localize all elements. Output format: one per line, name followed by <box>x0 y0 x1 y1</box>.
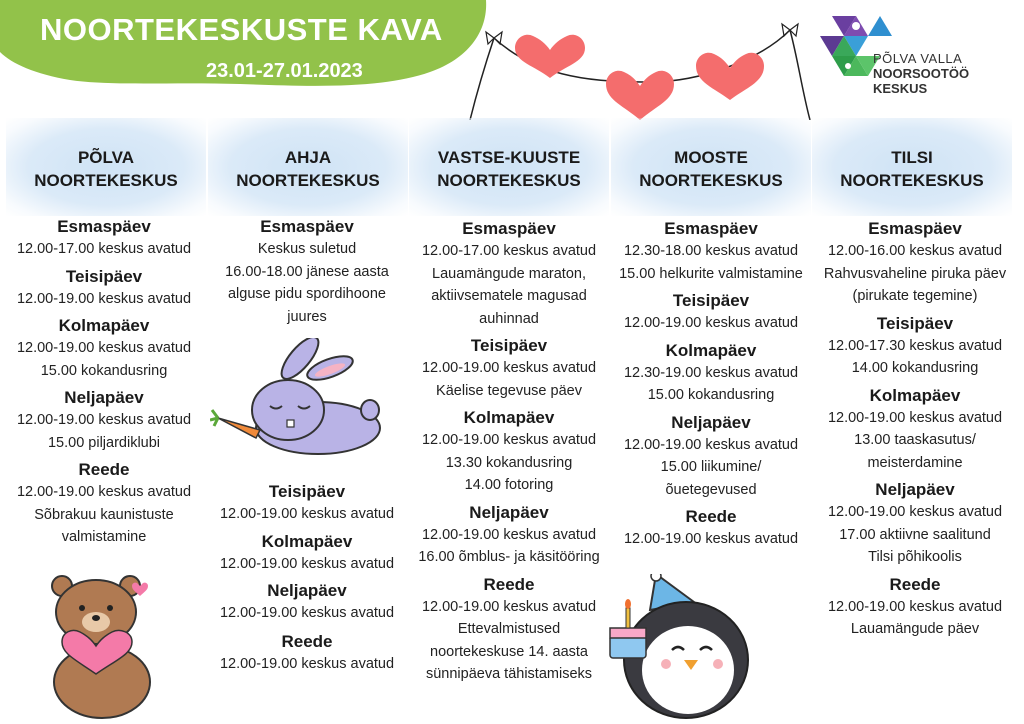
day-name: Esmaspäev <box>462 219 556 238</box>
schedule-column-polva <box>2 216 206 554</box>
activity-line: 12.00-19.00 keskus avatud <box>623 436 799 453</box>
day-block <box>606 218 816 285</box>
day-block <box>404 502 614 569</box>
day-block <box>810 574 1020 641</box>
activity-line: 16.00-18.00 jänese aasta <box>225 263 389 280</box>
activity-line: 12.00-19.00 keskus avatud <box>421 526 597 543</box>
column-header-tilsi <box>812 118 1012 216</box>
column-subtitle: NOORTEKESKUS <box>840 171 984 190</box>
day-block <box>204 216 410 328</box>
column-title: VASTSE-KUUSTE <box>437 148 581 167</box>
activity-line: 12.00-17.30 keskus avatud <box>827 337 1003 354</box>
logo-line: PÕLVA VALLA <box>873 51 963 66</box>
day-name: Teisipäev <box>65 266 143 286</box>
activity-line: 12.00-19.00 keskus avatud <box>421 598 597 615</box>
day-block <box>204 531 410 576</box>
day-name: Kolmapäev <box>58 316 150 335</box>
activity-line: 12.00-17.00 keskus avatud <box>421 243 597 259</box>
activity-line: 15.00 helkurite valmistamine <box>619 265 803 282</box>
activity-line: Ettevalmistused <box>457 621 561 637</box>
activity-line: 17.00 aktiivne saalitund <box>839 526 991 543</box>
day-name: Neljapäev <box>267 581 347 600</box>
day-block <box>2 459 206 549</box>
activity-line: noortekeskuse 14. aasta <box>430 643 588 660</box>
activity-line: Lauamängude maraton, <box>432 265 586 282</box>
day-block <box>810 385 1020 475</box>
activity-line: juures <box>287 308 327 325</box>
logo-line: NOORSOOTÖÖ <box>873 66 970 81</box>
heart-icon <box>606 71 674 120</box>
activity-line: 12.00-17.00 keskus avatud <box>16 241 192 257</box>
column-title: TILSI <box>891 148 933 167</box>
activity-line: 12.00-19.00 keskus avatud <box>827 598 1003 615</box>
activity-line: Käelise tegevuse päev <box>436 382 582 399</box>
schedule-column-ahja-lower <box>204 481 410 680</box>
day-name: Kolmapäev <box>869 385 961 405</box>
column-header-vastse-kuuste <box>409 118 609 216</box>
column-header-ahja <box>208 118 408 216</box>
day-block <box>2 387 206 454</box>
activity-line: 12.00-19.00 keskus avatud <box>421 360 597 376</box>
activity-line: õuetegevused <box>665 481 757 498</box>
activity-line: meisterdamine <box>867 454 963 471</box>
day-name: Kolmapäev <box>261 531 353 551</box>
day-block <box>404 407 614 497</box>
date-range: 23.01-27.01.2023 <box>206 60 363 82</box>
schedule-column-mooste <box>606 218 816 556</box>
activity-line: Lauamängude päev <box>850 621 980 637</box>
activity-line: 15.00 liikumine/ <box>660 459 762 475</box>
column-subtitle: NOORTEKESKUS <box>34 171 178 190</box>
activity-line: 12.30-19.00 keskus avatud <box>623 364 799 381</box>
day-name: Teisipäev <box>876 313 954 333</box>
activity-line: alguse pidu spordihoone <box>227 286 386 302</box>
day-block <box>404 335 614 402</box>
schedule-column-ahja <box>204 216 410 333</box>
logo-text <box>873 51 969 96</box>
heart-garland <box>460 20 820 120</box>
day-name: Kolmapäev <box>665 340 757 360</box>
day-name: Esmaspäev <box>868 219 962 238</box>
day-block <box>810 313 1020 380</box>
activity-line: 12.00-19.00 keskus avatud <box>16 290 192 307</box>
day-name: Neljapäev <box>64 388 144 407</box>
activity-line: Sõbrakuu kaunistuste <box>34 506 174 523</box>
day-block <box>810 218 1020 308</box>
activity-line: valmistamine <box>61 529 147 545</box>
activity-line: 12.00-16.00 keskus avatud <box>827 243 1003 259</box>
column-subtitle: NOORTEKESKUS <box>236 171 380 190</box>
column-header-polva <box>6 118 206 216</box>
bear-with-heart-icon <box>40 572 170 720</box>
day-name: Neljapäev <box>469 502 549 522</box>
activity-line: sünnipäeva tähistamiseks <box>425 666 593 682</box>
day-block <box>606 412 816 502</box>
day-name: Neljapäev <box>875 480 955 499</box>
activity-line: 12.00-19.00 keskus avatud <box>421 432 597 448</box>
activity-line: 12.00-19.00 keskus avatud <box>219 506 395 522</box>
activity-line: Keskus suletud <box>257 241 357 257</box>
activity-line: 12.30-18.00 keskus avatud <box>623 243 799 259</box>
activity-line: Rahvusvaheline piruka päev <box>823 265 1007 282</box>
column-title: MOOSTE <box>674 148 748 167</box>
activity-line: 12.00-19.00 keskus avatud <box>827 504 1003 520</box>
day-block <box>810 479 1020 569</box>
activity-line: aktiivsematele magusad <box>431 288 587 304</box>
heart-icon <box>515 35 585 78</box>
day-name: Teisipäev <box>672 291 750 310</box>
activity-line: 14.00 fotoring <box>464 477 554 493</box>
column-title: AHJA <box>284 148 332 167</box>
day-block <box>2 315 206 382</box>
day-name: Teisipäev <box>470 336 548 355</box>
activity-line: auhinnad <box>479 310 539 327</box>
activity-line: 12.00-19.00 keskus avatud <box>219 605 395 621</box>
day-name: Neljapäev <box>671 412 751 432</box>
activity-line: 12.00-19.00 keskus avatud <box>16 484 192 500</box>
activity-line: 16.00 õmblus- ja käsitööring <box>418 549 600 565</box>
day-block <box>606 290 816 335</box>
day-name: Reede <box>685 507 737 526</box>
day-name: Esmaspäev <box>57 217 151 236</box>
day-name: Reede <box>889 574 941 594</box>
schedule-column-tilsi <box>810 218 1020 646</box>
day-name: Reede <box>483 574 535 594</box>
activity-line: 15.00 kokandusring <box>647 387 775 403</box>
penguin-with-cake-icon <box>606 574 756 722</box>
day-name: Reede <box>78 460 130 479</box>
activity-line: 12.00-19.00 keskus avatud <box>827 409 1003 426</box>
day-block <box>2 266 206 311</box>
day-block <box>606 506 816 551</box>
heart-icon <box>696 53 764 100</box>
activity-line: 12.00-19.00 keskus avatud <box>219 655 395 672</box>
day-block <box>204 481 410 526</box>
column-header-mooste <box>611 118 811 216</box>
activity-line: 12.00-19.00 keskus avatud <box>219 555 395 572</box>
activity-line: 13.00 taaskasutus/ <box>854 432 976 448</box>
day-block <box>2 216 206 261</box>
schedule-column-vastse-kuuste <box>404 218 614 691</box>
day-name: Kolmapäev <box>463 408 555 427</box>
activity-line: 12.00-19.00 keskus avatud <box>16 412 192 428</box>
column-subtitle: NOORTEKESKUS <box>437 171 581 190</box>
activity-line: 12.00-19.00 keskus avatud <box>623 531 799 547</box>
day-block <box>606 340 816 407</box>
day-name: Esmaspäev <box>260 217 354 236</box>
activity-line: Tilsi põhikoolis <box>868 549 962 565</box>
activity-line: 14.00 kokandusring <box>851 360 979 376</box>
day-name: Esmaspäev <box>664 219 758 238</box>
activity-line: 15.00 piljardiklubi <box>47 434 161 451</box>
logo-line: KESKUS <box>873 81 928 96</box>
activity-line: 12.00-19.00 keskus avatud <box>16 340 192 356</box>
bunny-icon <box>210 338 385 463</box>
day-block <box>404 218 614 330</box>
day-name: Teisipäev <box>268 482 346 501</box>
day-block <box>404 574 614 686</box>
day-block <box>204 580 410 625</box>
activity-line: 15.00 kokandusring <box>40 362 168 379</box>
column-subtitle: NOORTEKESKUS <box>639 171 783 190</box>
activity-line: 13.30 kokandusring <box>445 454 573 471</box>
column-title: PÕLVA <box>77 148 135 167</box>
day-block <box>204 631 410 676</box>
day-name: Reede <box>281 631 333 651</box>
page-title: NOORTEKESKUSTE KAVA <box>40 12 443 47</box>
activity-line: 12.00-19.00 keskus avatud <box>623 315 799 331</box>
activity-line: (pirukate tegemine) <box>852 288 978 304</box>
